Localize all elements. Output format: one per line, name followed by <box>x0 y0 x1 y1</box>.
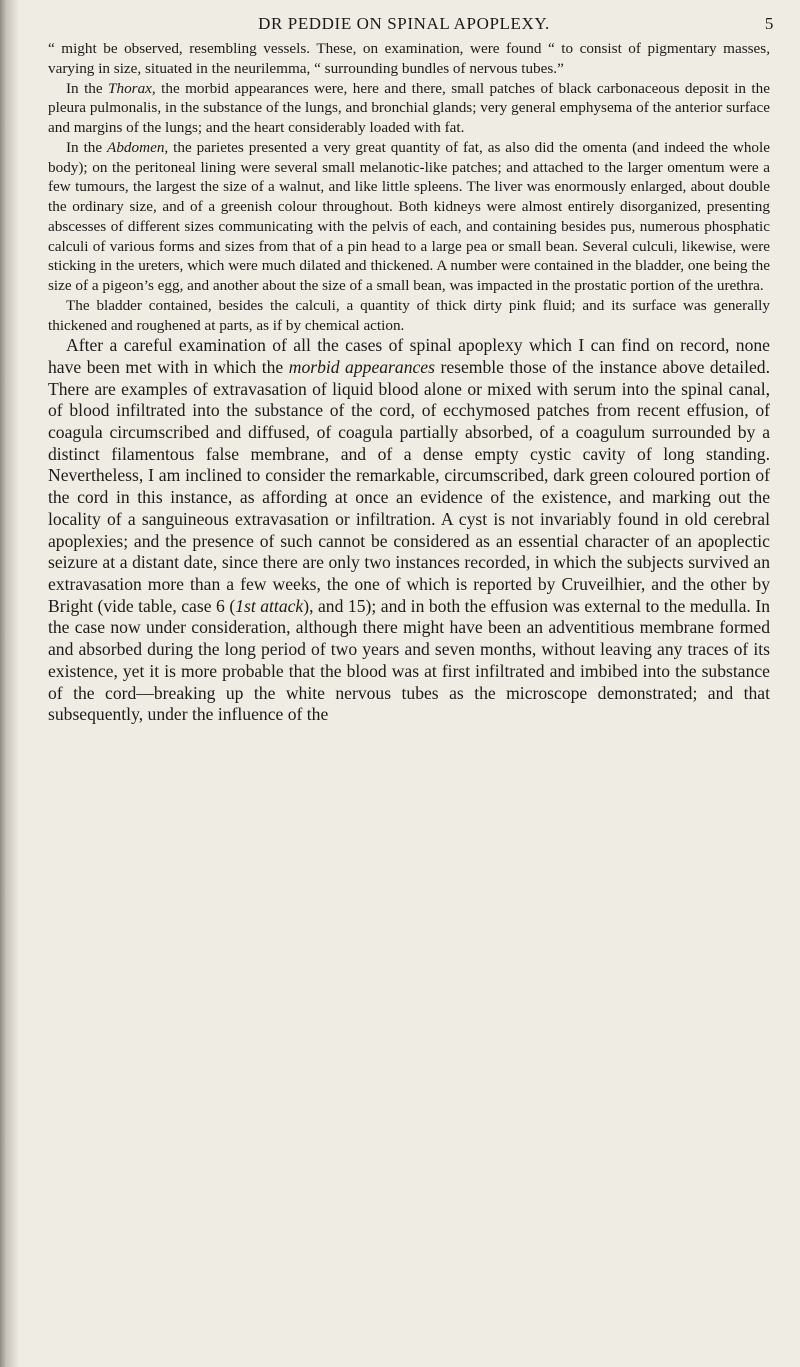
text-run: In the <box>66 138 108 156</box>
page-binding-shadow <box>0 0 18 1367</box>
discussion-paragraph <box>48 335 770 726</box>
italic-text: Abdomen, <box>107 138 169 156</box>
text-run: the morbid appearances were, here and there, small patches of black carbonaceous deposit in the pleura pulmonalis, in the substance of the lungs, and bronchial glands; very general emphysema of the anterior surface and margins of the lungs; and the heart considerably loaded with fat. <box>48 79 770 136</box>
abdomen-paragraph <box>48 138 770 296</box>
text-run: resemble those of the instance above detailed. There are examples of extravasation of liquid blood alone or mixed with serum into the spinal canal, of blood infiltrated into the substance of the cord, of ecchymosed patches from recent effusion, of coagula circumscribed and diffused, of coagula partially absorbed, of a coagulum surrounded by a distinct filamentous false membrane, and of a dense empty cystic cavity of long standing. Nevertheless, I am inclined to consider the remarkable, circumscribed, dark green coloured portion of the cord in this instance, as affording at once an evidence of the existence, and marking out the locality of a sanguineous extravasation or infiltration. A cyst is not invariably found in old cerebral apoplexies; and the presence of such cannot be considered as an essential character of an apoplectic seizure at a distant date, since there are only two instances recorded, in which the subjects survived an extravasation more than a few weeks, the one of which is reported by Cruveilhier, and the other by Bright (vide table, case 6 ( <box>48 356 770 616</box>
quotation-paragraph <box>48 39 770 79</box>
text-run: “ might be observed, resembling vessels. These, on examination, were found “ to consist of pigmentary masses, varying in size, situated in the neurilemma, “ surrounding bundles of nervous tubes.” <box>48 40 770 77</box>
text-run: After a careful examination of all the cases of spinal apoplexy which I can find on record, none have been met with in which the <box>48 335 770 377</box>
italic-text: Thorax, <box>108 79 156 97</box>
text-run: In the <box>66 79 109 97</box>
running-header <box>34 14 774 38</box>
italic-text: morbid appearances <box>288 356 435 377</box>
italic-text: 1st attack <box>235 595 304 616</box>
bladder-paragraph <box>48 296 770 336</box>
thorax-paragraph <box>48 79 770 138</box>
page-number: 5 <box>764 14 774 33</box>
text-run: The bladder contained, besides the calculi, a quantity of thick dirty pink fluid; and its surface was generally thickened and roughened at parts, as if by chemical action. <box>48 296 770 334</box>
running-title: DR PEDDIE ON SPINAL APOPLEXY. <box>258 14 550 33</box>
text-run: the parietes presented a very great quantity of fat, as also did the omenta (and indeed the whole body); on the peritoneal lining were several small melanotic-like patches; and attached to the larger omentum were a few tumours, the largest the size of a walnut, and like little spleens. The liver was enormously enlarged, about double the ordinary size, and of a greenish colour throughout. Both kidneys were almost entirely disorganized, presenting abscesses of different sizes communicating with the pelvis of each, and containing besides pus, numerous phosphatic calculi of various forms and sizes from that of a pin head to a large pea or small bean. Several culculi, likewise, were sticking in the ureters, which were much dilated and thickened. A number were contained in the bladder, one being the size of a pigeon’s egg, and another about the size of a small bean, was impacted in the prostatic portion of the urethra. <box>48 138 770 294</box>
text-run: ), and 15); and in both the effusion was external to the medulla. In the case now under consideration, although there might have been an adventitious membrane formed and absorbed during the long period of two years and seven months, without leaving any traces of its existence, yet it is more probable that the blood was at first infiltrated and imbibed into the substance of the cord—breaking up the white nervous tubes as the microscope demonstrated; and that subsequently, under the influence of the <box>48 595 770 725</box>
page-body <box>48 39 770 726</box>
